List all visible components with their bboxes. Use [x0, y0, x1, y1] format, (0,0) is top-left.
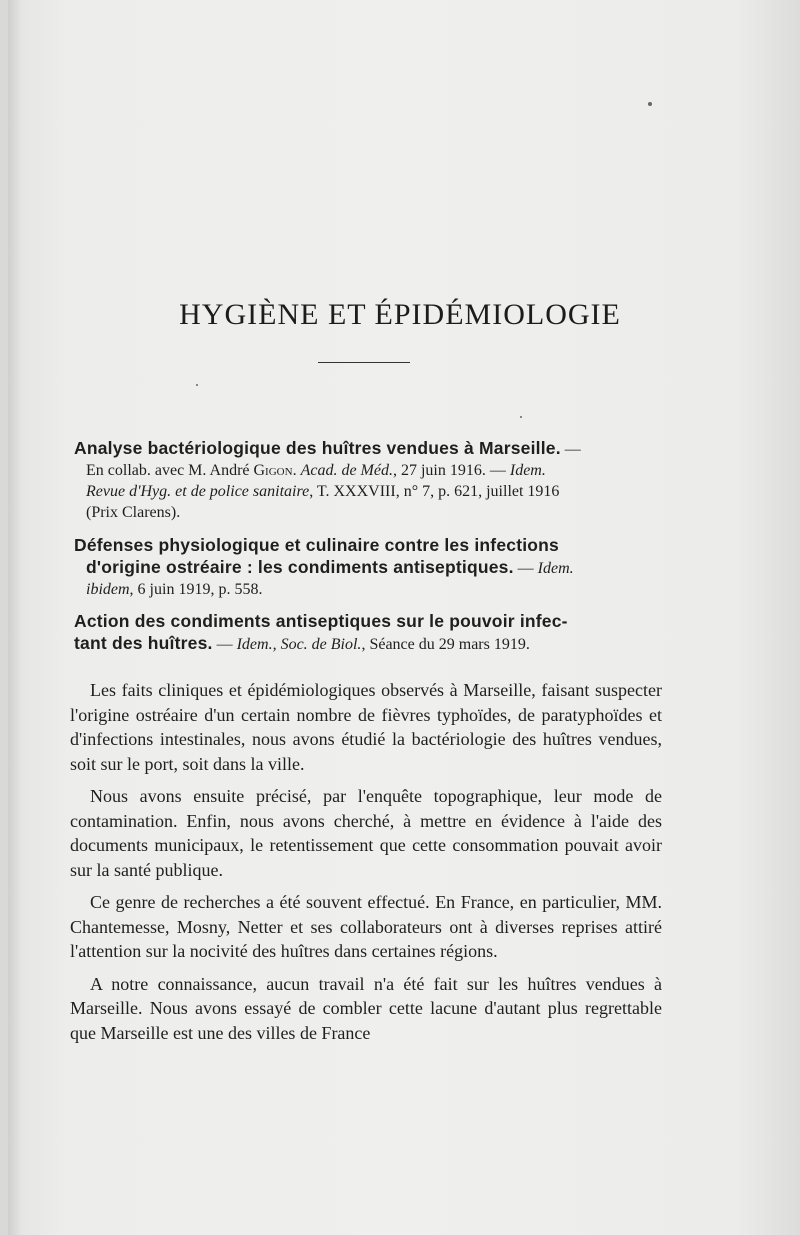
section-title: HYGIÈNE ET ÉPIDÉMIOLOGIE: [179, 298, 621, 331]
bibliography-entry: Action des condiments antiseptiques sur le pouvoir infec- tant des huîtres. — Idem., Soc. de Biol., Séance du 29 mars 1919.: [74, 611, 568, 653]
paragraph: Nous avons ensuite précisé, par l'enquête topographique, leur mode de contamination. Enfin, nous avons cherché, à mettre en évidence à l'aide des documents municipaux, le retentissement que cette consommation pouvait avoir sur la santé publique.: [70, 786, 662, 880]
scan-speck: [648, 102, 652, 106]
scan-speck: [520, 416, 522, 418]
title-rule: [318, 362, 410, 363]
entry-heading: d'origine ostréaire : les condiments antiseptiques.: [86, 557, 514, 577]
paragraph: Ce genre de recherches a été souvent effectué. En France, en particulier, MM. Chantemesse, Mosny, Netter et ses collaborateurs ont à diverses reprises attiré l'attention sur la nocivité des huîtres dans certaines régions.: [70, 892, 662, 961]
entry-heading: tant des huîtres.: [74, 633, 213, 653]
bibliography-entry: Défenses physiologique et culinaire contre les infections d'origine ostréaire : les condiments antiseptiques. — Idem. ibidem, 6 juin 1919, p. 558.: [74, 535, 664, 600]
scan-speck: [196, 384, 198, 386]
entry-citation-line: (Prix Clarens).: [86, 504, 181, 521]
paragraph: Les faits cliniques et épidémiologiques observés à Marseille, faisant suspecter l'origine ostréaire d'un certain nombre de fièvres typhoïdes, de paratyphoïdes et d'infections intestinales, nous avons étudié la bactériologie des huîtres vendues, soit sur le port, soit dans la ville.: [70, 680, 662, 774]
entry-citation-line: Revue d'Hyg. et de police sanitaire, T. XXXVIII, n° 7, p. 621, juillet 1916: [86, 483, 560, 500]
body-text: [70, 678, 662, 1053]
entry-heading: Analyse bactériologique des huîtres vendues à Marseille.: [74, 438, 561, 458]
bibliography-entry: Analyse bactériologique des huîtres vendues à Marseille. — En collab. avec M. André Gigon. Acad. de Méd., 27 juin 1916. — Idem. Revue d'Hyg. et de police sanitaire, T. XXXVIII, n° 7, p. 621, juillet 1916 (Prix Clarens).: [74, 438, 664, 523]
entry-heading: Défenses physiologique et culinaire contre les infections: [74, 535, 559, 555]
entry-heading: Action des condiments antiseptiques sur le pouvoir infec-: [74, 611, 568, 631]
entry-citation-line: ibidem, 6 juin 1919, p. 558.: [86, 581, 263, 598]
entry-citation-line: En collab. avec M. André Gigon. Acad. de Méd., 27 juin 1916. — Idem.: [86, 462, 546, 479]
paragraph: A notre connaissance, aucun travail n'a été fait sur les huîtres vendues à Marseille. Nous avons essayé de combler cette lacune d'autant plus regrettable que Marseille est une des villes de France: [70, 973, 662, 1043]
